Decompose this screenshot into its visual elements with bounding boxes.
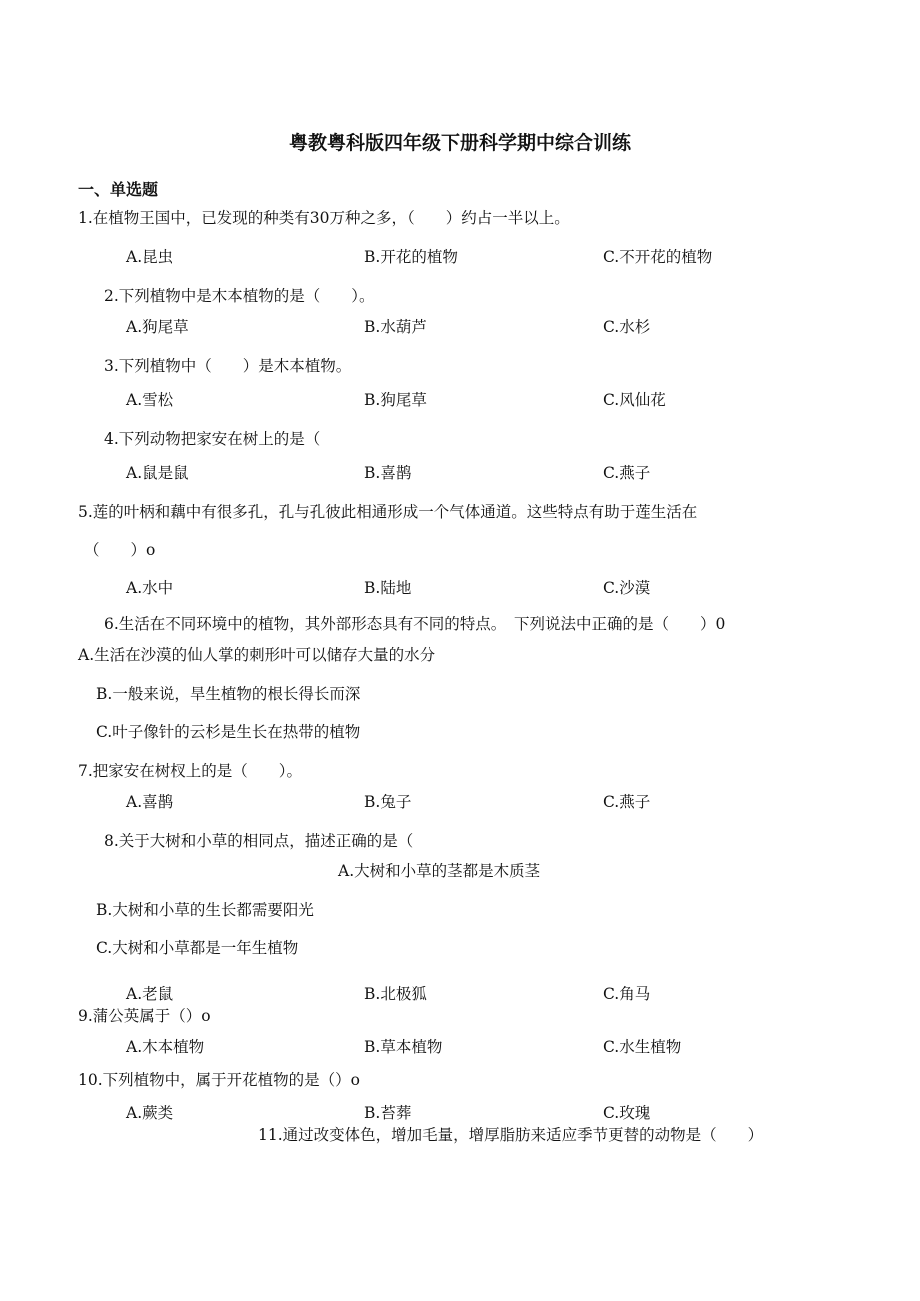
question-7-option-a: A.喜鹊 xyxy=(126,793,174,811)
question-7-stem: 7.把家安在树杈上的是（ ）。 xyxy=(78,762,303,780)
question-8-option-a: A.大树和小草的茎都是木质茎 xyxy=(338,862,541,880)
question-6-stem: 6.生活在不同环境中的植物，其外部形态具有不同的特点。 下列说法中正确的是（ ）0 xyxy=(104,615,726,633)
question-1-option-b: B.开花的植物 xyxy=(364,248,458,266)
section-heading: 一、单选题 xyxy=(78,180,159,199)
question-1-stem: 1.在植物王国中，已发现的种类有30万种之多，（ ）约占一半以上。 xyxy=(78,209,570,227)
question-7-option-c: C.燕子 xyxy=(603,793,651,811)
question-10-option-c: C.玫瑰 xyxy=(603,1104,651,1122)
orphan-option-a: A.老鼠 xyxy=(126,985,174,1003)
page-title: 粤教粤科版四年级下册科学期中综合训练 xyxy=(288,132,631,154)
question-7-option-b: B.兔子 xyxy=(364,793,412,811)
question-11-stem: 11.通过改变体色，增加毛量，增厚脂肪来适应季节更替的动物是（ ） xyxy=(258,1126,764,1144)
question-2-option-a: A.狗尾草 xyxy=(126,318,189,336)
question-2-stem: 2.下列植物中是木本植物的是（ ）。 xyxy=(104,287,375,305)
question-8-option-c: C.大树和小草都是一年生植物 xyxy=(96,939,299,957)
question-8-stem: 8.关于大树和小草的相同点，描述正确的是（ xyxy=(104,832,414,850)
question-2-option-b: B.水葫芦 xyxy=(364,318,427,336)
question-2-option-c: C.水杉 xyxy=(603,318,651,336)
question-1-option-c: C.不开花的植物 xyxy=(603,248,713,266)
question-9-stem: 9.蒲公英属于（）o xyxy=(78,1007,211,1025)
question-3-option-a: A.雪松 xyxy=(126,391,174,409)
question-4-option-c: C.燕子 xyxy=(603,464,651,482)
question-6-option-b: B.一般来说，旱生植物的根长得长而深 xyxy=(96,685,361,703)
question-3-option-c: C.风仙花 xyxy=(603,391,666,409)
question-9-option-c: C.水生植物 xyxy=(603,1038,682,1056)
orphan-option-b: B.北极狐 xyxy=(364,985,427,1003)
question-5-option-b: B.陆地 xyxy=(364,579,412,597)
question-4-stem: 4.下列动物把家安在树上的是（ xyxy=(104,430,321,448)
question-5-option-a: A.水中 xyxy=(126,579,174,597)
question-4-option-a: A.鼠是鼠 xyxy=(126,464,189,482)
question-3-stem: 3.下列植物中（ ）是木本植物。 xyxy=(104,357,352,375)
orphan-option-c: C.角马 xyxy=(603,985,651,1003)
question-1-option-a: A.昆虫 xyxy=(126,248,174,266)
question-10-option-a: A.蕨类 xyxy=(126,1104,174,1122)
question-5-stem-continued: （ ）o xyxy=(84,541,156,559)
question-10-option-b: B.苔葬 xyxy=(364,1104,412,1122)
question-9-option-b: B.草本植物 xyxy=(364,1038,443,1056)
question-4-option-b: B.喜鹊 xyxy=(364,464,412,482)
question-6-option-c: C.叶子像针的云杉是生长在热带的植物 xyxy=(96,723,361,741)
question-5-option-c: C.沙漠 xyxy=(603,579,651,597)
question-9-option-a: A.木本植物 xyxy=(126,1038,205,1056)
question-10-stem: 10.下列植物中，属于开花植物的是（）o xyxy=(78,1071,360,1089)
question-8-option-b: B.大树和小草的生长都需要阳光 xyxy=(96,901,314,919)
question-6-option-a: A.生活在沙漠的仙人掌的刺形叶可以储存大量的水分 xyxy=(78,646,436,664)
question-3-option-b: B.狗尾草 xyxy=(364,391,427,409)
question-5-stem: 5.莲的叶柄和藕中有很多孔，孔与孔彼此相通形成一个气体通道。这些特点有助于莲生活在 xyxy=(78,503,698,521)
